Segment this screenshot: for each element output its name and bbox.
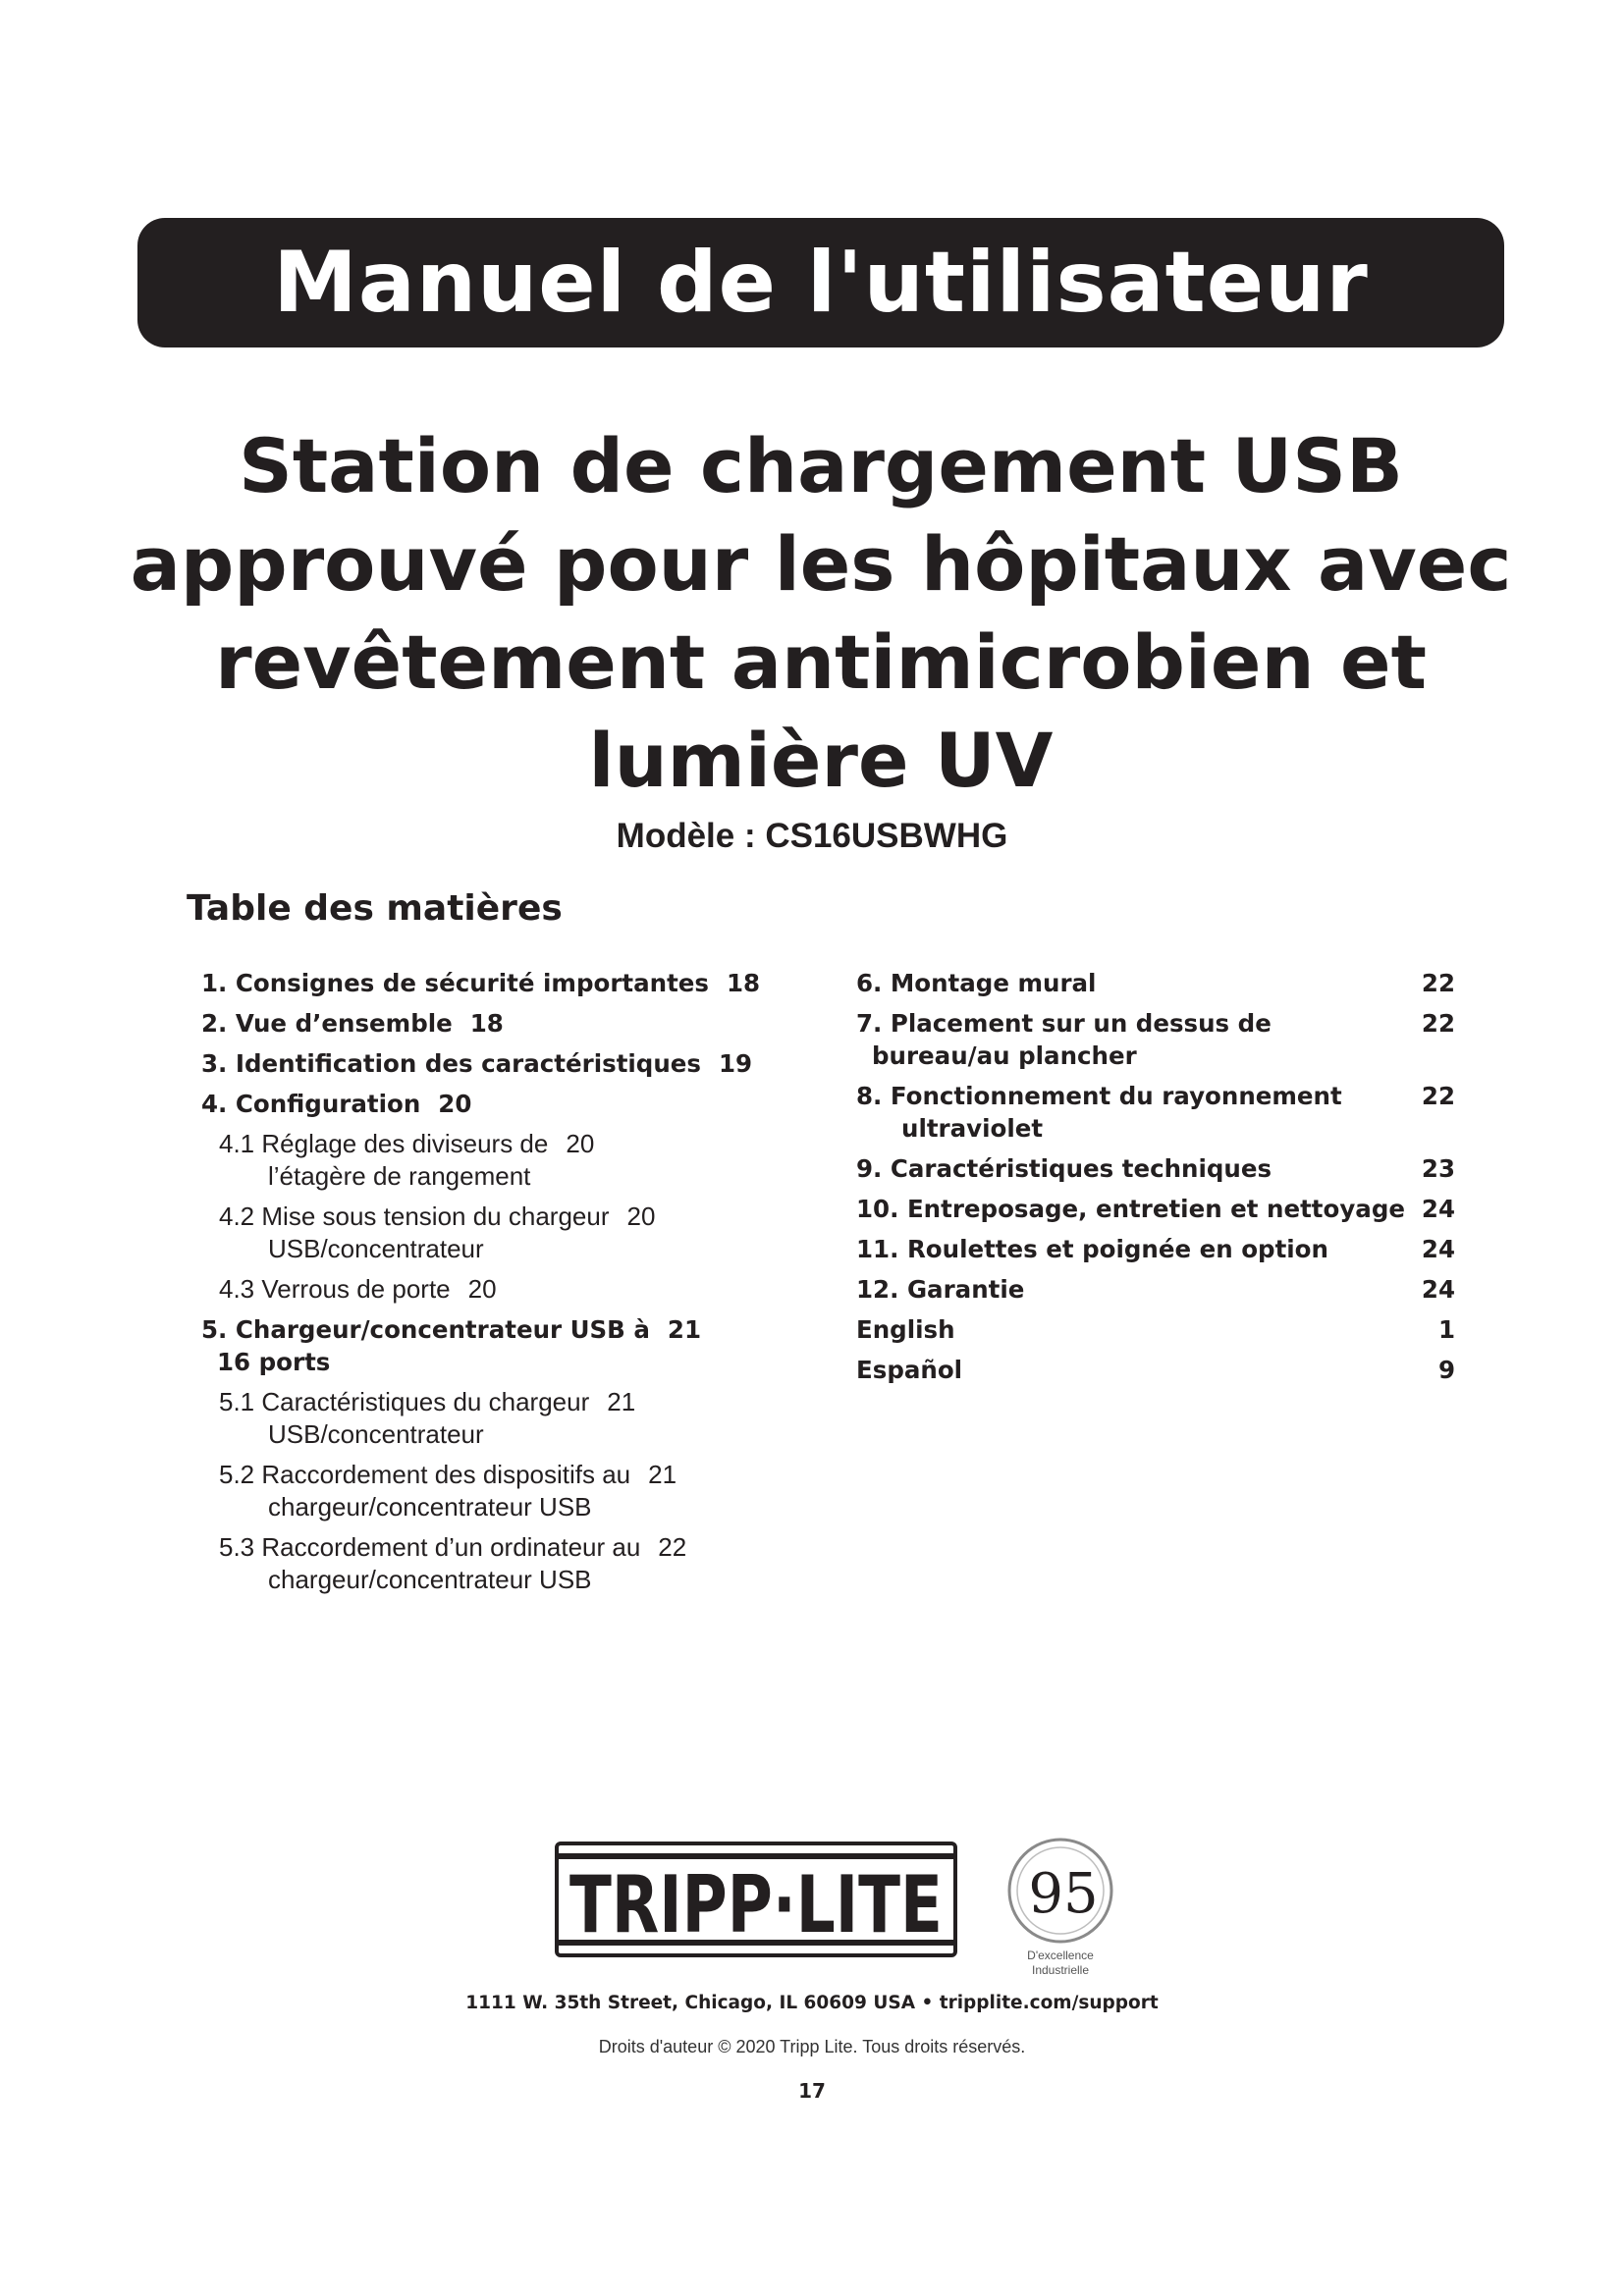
toc-entry-number: 5.3	[219, 1532, 255, 1562]
toc-entry-title-continued: l’étagère de rangement	[268, 1161, 531, 1191]
toc-entry-number: 5.1	[219, 1387, 255, 1416]
toc-entry-number: 8.	[856, 1082, 883, 1110]
toc-entry-line	[201, 969, 760, 997]
toc-entry[interactable]	[201, 967, 790, 999]
toc-entry-title: Roulettes et poignée en option	[906, 1235, 1328, 1263]
toc-entry[interactable]	[856, 1152, 1455, 1185]
toc-entry-line	[856, 1275, 1455, 1304]
toc-entry-title: Raccordement d’un ordinateur au	[261, 1532, 641, 1562]
toc-entry-page: 21	[667, 1315, 702, 1344]
document-title: Manuel de l'utilisateur	[273, 234, 1369, 332]
toc-entry-title: Fonctionnement du rayonnement	[890, 1082, 1342, 1110]
toc-left-column	[201, 967, 790, 1604]
toc-entry[interactable]	[856, 1007, 1455, 1072]
toc-entry[interactable]	[201, 1531, 790, 1596]
toc-entry[interactable]	[201, 1273, 790, 1306]
toc-entry-page: 18	[727, 969, 761, 997]
toc-entry[interactable]	[201, 1088, 790, 1120]
logo-text: TRIPP·LITE	[569, 1859, 943, 1950]
toc-entry-number: 6.	[856, 969, 883, 997]
toc-entry-title-continued: USB/concentrateur	[268, 1419, 484, 1449]
toc-entry-line	[856, 1082, 1455, 1110]
toc-entry-title: English	[856, 1315, 955, 1344]
toc-entry-number: 4.3	[219, 1274, 255, 1304]
toc-entry-page: 23	[1421, 1154, 1455, 1183]
toc-entry-title-continued: chargeur/concentrateur USB	[268, 1492, 592, 1522]
product-title-line: approuvé pour les hôpitaux avec	[130, 520, 1512, 608]
toc-entry-page: 24	[1421, 1275, 1455, 1304]
toc-entry-page: 22	[658, 1532, 687, 1562]
product-title-line: revêtement antimicrobien et	[215, 618, 1427, 706]
toc-entry-title: Identification des caractéristiques	[235, 1049, 701, 1078]
toc-entry[interactable]	[201, 1128, 790, 1193]
toc-entry[interactable]	[201, 1313, 790, 1378]
toc-entry-number: 12.	[856, 1275, 899, 1304]
toc-entry-title-continued: ultraviolet	[901, 1114, 1044, 1143]
toc-entry-number: 2.	[201, 1009, 228, 1038]
toc-entry-title: Español	[856, 1356, 963, 1384]
tripp-lite-logo	[555, 1836, 957, 1963]
toc-entry-line	[856, 1009, 1455, 1038]
toc-entry-page: 22	[1421, 969, 1455, 997]
toc-entry-page: 21	[648, 1460, 677, 1489]
toc-entry-line	[201, 1009, 504, 1038]
toc-entry[interactable]	[856, 1080, 1455, 1145]
toc-entry-number: 5.	[201, 1315, 228, 1344]
toc-entry-title: Verrous de porte	[261, 1274, 451, 1304]
toc-entry[interactable]	[856, 1313, 1455, 1346]
toc-entry-title: Vue d’ensemble	[235, 1009, 453, 1038]
toc-entry[interactable]	[856, 1193, 1455, 1225]
toc-entry-number: 4.1	[219, 1129, 255, 1158]
toc-entry-title: Raccordement des dispositifs au	[261, 1460, 631, 1489]
product-title	[118, 417, 1524, 810]
toc-entry-number: 10.	[856, 1195, 899, 1223]
toc-entry-title-continued: chargeur/concentrateur USB	[268, 1565, 592, 1594]
toc-entry-title-continued: USB/concentrateur	[268, 1234, 484, 1263]
toc-entry[interactable]	[201, 1459, 790, 1523]
toc-entry[interactable]	[201, 1386, 790, 1451]
toc-entry-line	[219, 1201, 655, 1231]
toc-entry-line	[856, 1195, 1455, 1223]
toc-entry-page: 22	[1421, 1009, 1455, 1038]
toc-entry-line	[856, 1235, 1455, 1263]
toc-entry-line	[201, 1315, 701, 1344]
toc-entry-line	[219, 1274, 497, 1304]
toc-entry-number: 7.	[856, 1009, 883, 1038]
anniversary-seal	[997, 1834, 1124, 1981]
toc-entry-title-continued: bureau/au plancher	[872, 1041, 1137, 1070]
toc-entry-page: 21	[607, 1387, 636, 1416]
toc-entry-number: 1.	[201, 969, 228, 997]
product-title-line: lumière UV	[588, 717, 1054, 804]
model-number: Modèle : CS16USBWHG	[616, 817, 1008, 855]
toc-entry[interactable]	[856, 1273, 1455, 1306]
toc-entry-number: 9.	[856, 1154, 883, 1183]
toc-entry-line	[856, 969, 1455, 997]
toc-entry-title: Réglage des diviseurs de	[261, 1129, 549, 1158]
toc-heading: Table des matières	[187, 888, 563, 929]
toc-entry-title: Chargeur/concentrateur USB à	[235, 1315, 650, 1344]
toc-entry-line	[219, 1129, 594, 1158]
seal-caption: D'excellence	[1027, 1949, 1094, 1962]
toc-entry-title: Montage mural	[890, 969, 1097, 997]
toc-entry-page: 1	[1437, 1315, 1455, 1344]
toc-entry-line	[856, 1356, 1455, 1384]
toc-entry-line	[856, 1315, 1455, 1344]
seal-number: 95	[1028, 1862, 1099, 1926]
toc-entry-number: 4.	[201, 1090, 228, 1118]
toc-entry[interactable]	[856, 967, 1455, 999]
toc-entry-page: 20	[467, 1274, 497, 1304]
toc-right-column	[856, 967, 1455, 1394]
company-address: 1111 W. 35th Street, Chicago, IL 60609 USA • tripplite.com/support	[465, 1993, 1159, 2013]
toc-entry-line	[201, 1090, 471, 1118]
toc-entry[interactable]	[201, 1201, 790, 1265]
toc-entry-page: 20	[566, 1129, 595, 1158]
toc-entry-page: 24	[1421, 1235, 1455, 1263]
toc-entry-title: Caractéristiques du chargeur	[261, 1387, 590, 1416]
title-banner	[137, 218, 1504, 347]
toc-entry-line	[219, 1387, 635, 1416]
toc-entry-title: Caractéristiques techniques	[890, 1154, 1272, 1183]
toc-entry[interactable]	[201, 1007, 790, 1040]
toc-entry[interactable]	[856, 1354, 1455, 1386]
toc-entry-line	[856, 1154, 1455, 1183]
toc-entry-page: 9	[1437, 1356, 1455, 1384]
toc-entry-page: 19	[718, 1049, 753, 1078]
copyright-notice: Droits d'auteur © 2020 Tripp Lite. Tous droits réservés.	[598, 2037, 1026, 2056]
seal-caption: Industrielle	[1031, 1963, 1090, 1977]
toc-entry-line	[201, 1049, 752, 1078]
toc-entry[interactable]	[201, 1047, 790, 1080]
page-number: 17	[798, 2079, 826, 2103]
toc-entry-page: 22	[1421, 1082, 1455, 1110]
toc-entry-page: 18	[469, 1009, 504, 1038]
toc-entry-page: 20	[626, 1201, 656, 1231]
toc-entry-line	[219, 1460, 677, 1489]
toc-entry-number: 3.	[201, 1049, 228, 1078]
toc-entry-title: Consignes de sécurité importantes	[235, 969, 709, 997]
toc-entry-title: Garantie	[906, 1275, 1025, 1304]
toc-entry-line	[219, 1532, 686, 1562]
toc-entry-title: Entreposage, entretien et nettoyage	[906, 1195, 1405, 1223]
toc-entry-title: Mise sous tension du chargeur	[261, 1201, 610, 1231]
toc-entry[interactable]	[856, 1233, 1455, 1265]
toc-entry-page: 20	[438, 1090, 472, 1118]
toc-entry-title: Placement sur un dessus de	[890, 1009, 1272, 1038]
toc-entry-page: 24	[1421, 1195, 1455, 1223]
toc-entry-number: 11.	[856, 1235, 899, 1263]
toc-entry-title-continued: 16 ports	[217, 1348, 331, 1376]
toc-entry-number: 4.2	[219, 1201, 255, 1231]
toc-entry-number: 5.2	[219, 1460, 255, 1489]
toc-entry-title: Configuration	[235, 1090, 421, 1118]
product-title-line: Station de chargement USB	[239, 422, 1403, 509]
